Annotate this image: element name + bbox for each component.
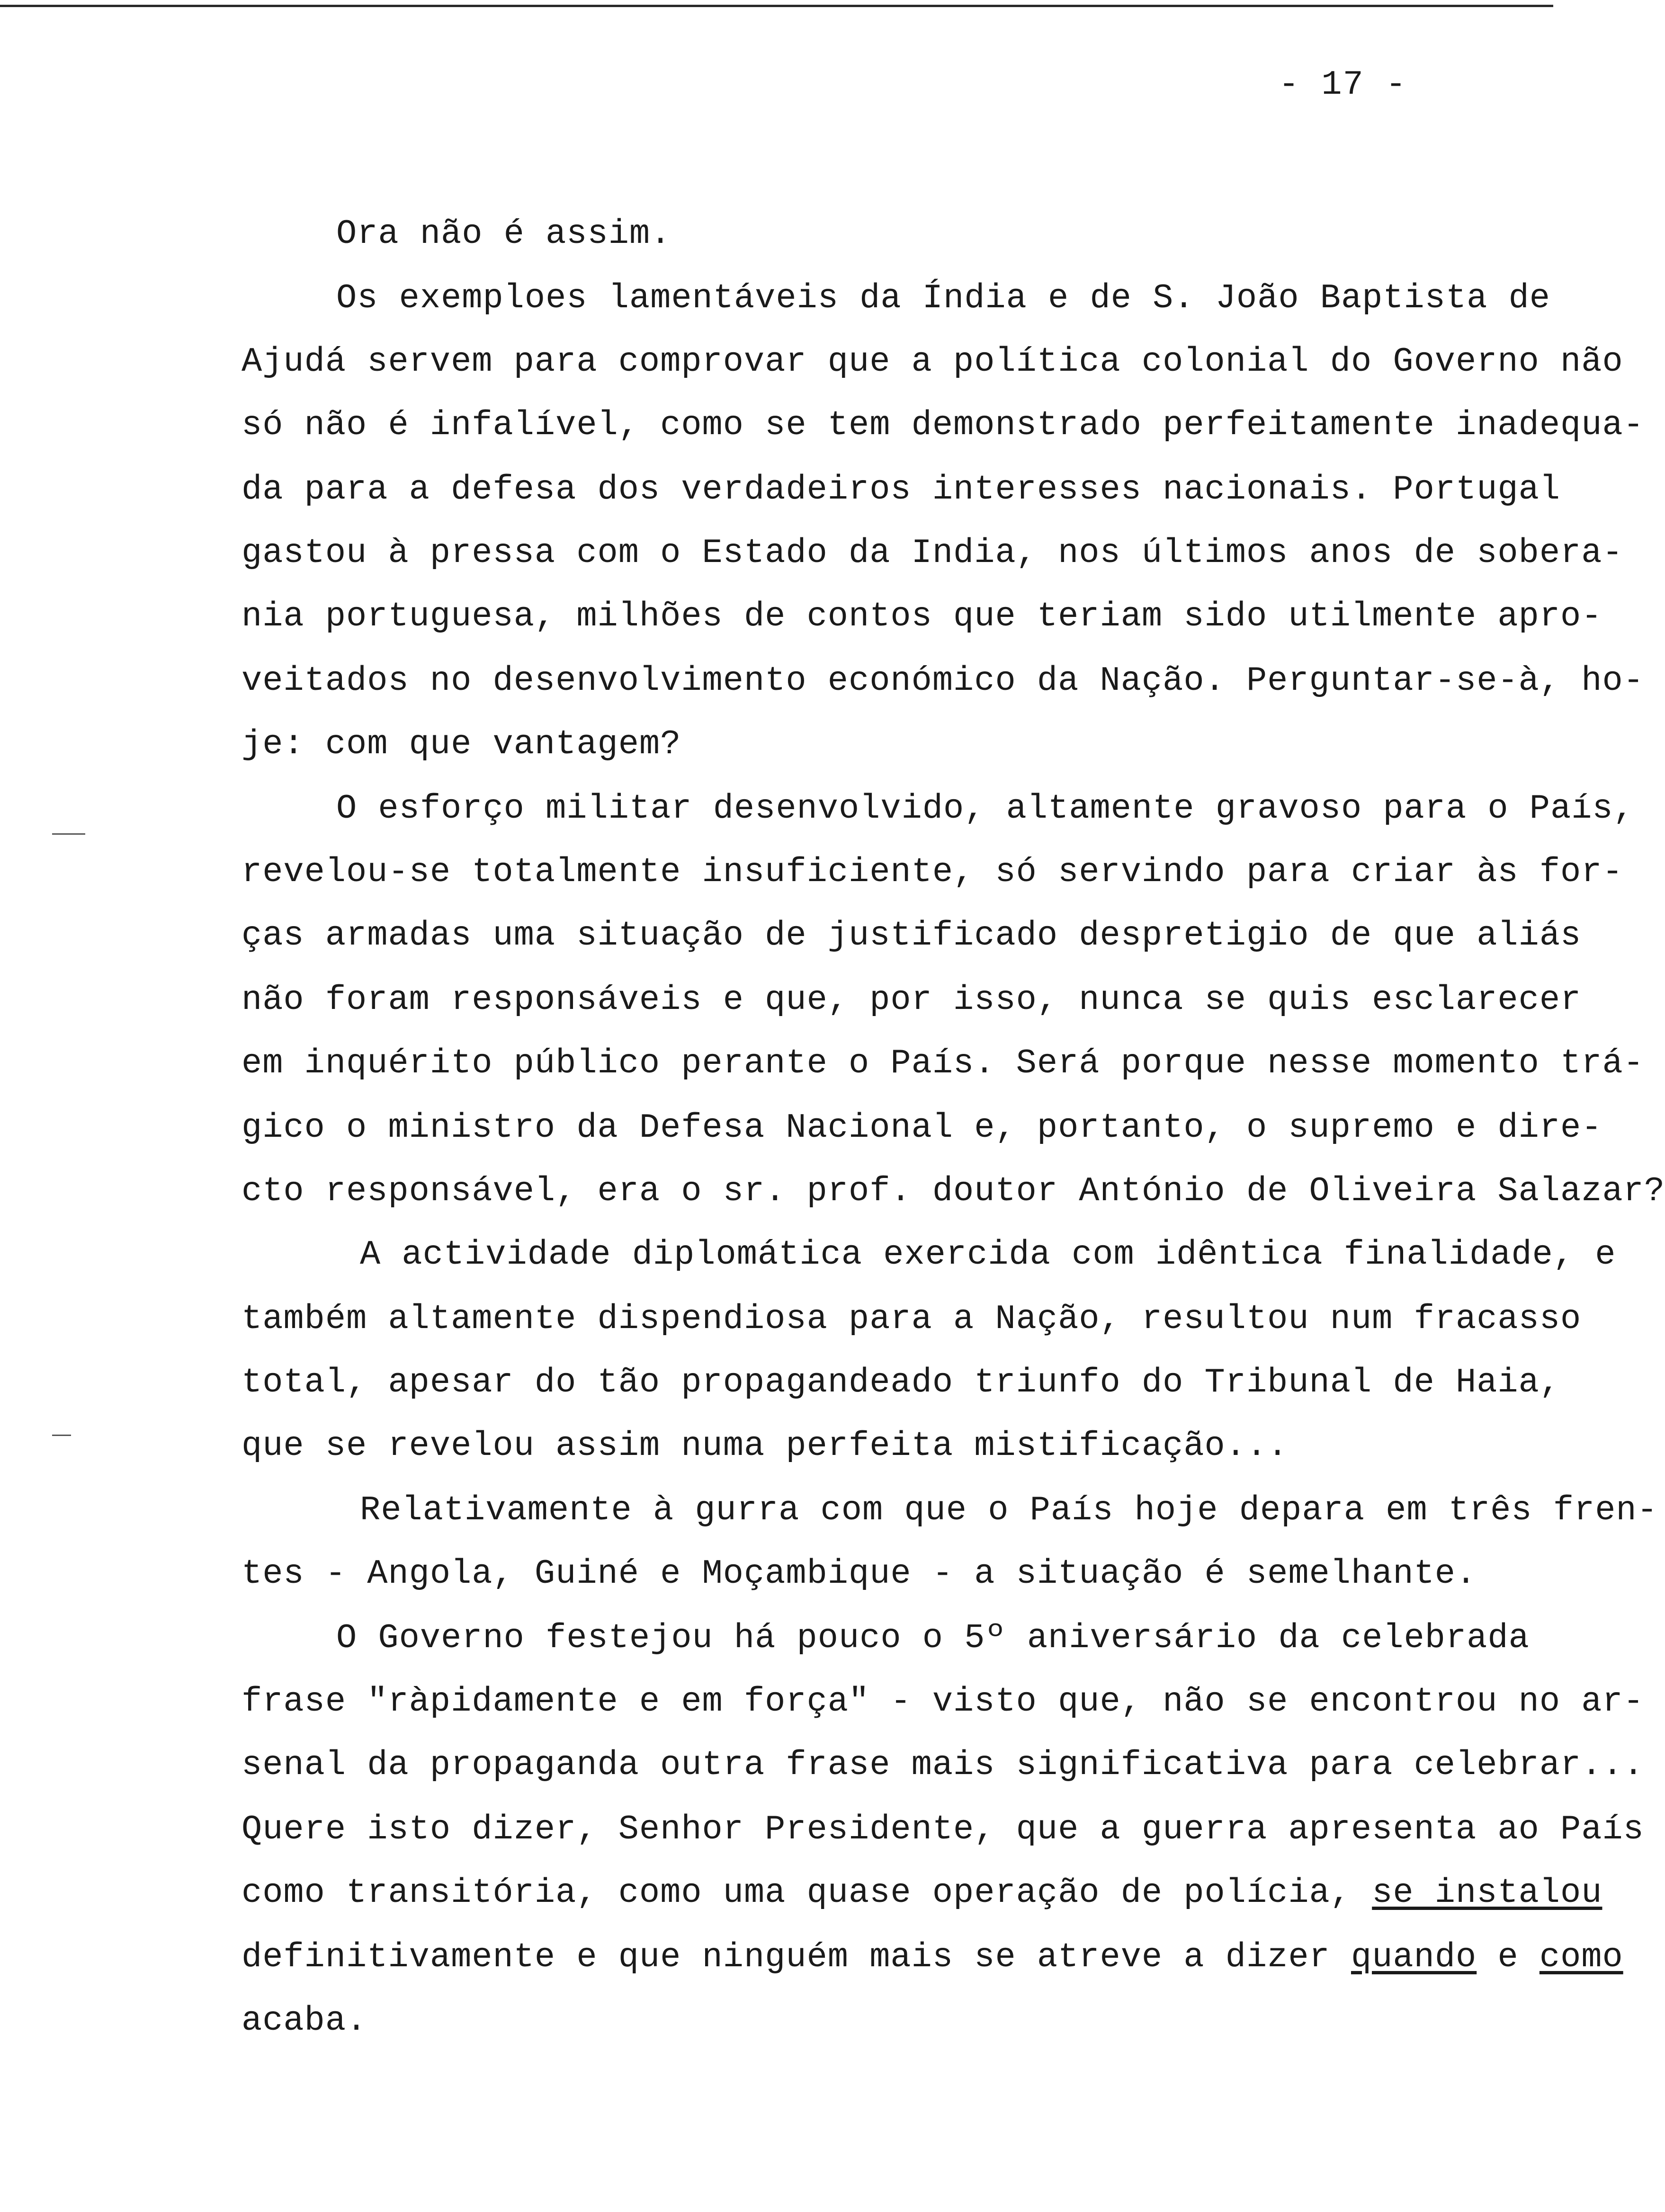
text-segment: como transitória, como uma quase operação de polícia, — [242, 1873, 1372, 1912]
text-line: cto responsável, era o sr. prof. doutor António de Oliveira Salazar? — [242, 1172, 1665, 1211]
text-line: em inquérito público perante o País. Será porque nesse momento trá- — [242, 1044, 1644, 1083]
text-line: Quere isto dizer, Senhor Presidente, que a guerra apresenta ao País — [242, 1810, 1644, 1849]
text-line: Os exemploes lamentáveis da Índia e de S. João Baptista de — [336, 279, 1551, 318]
text-line: que se revelou assim numa perfeita mistificação... — [242, 1427, 1289, 1465]
text-line: senal da propaganda outra frase mais significativa para celebrar... — [242, 1746, 1644, 1784]
text-line: total, apesar do tão propagandeado triunfo do Tribunal de Haia, — [242, 1363, 1561, 1402]
underlined-text: se instalou — [1372, 1873, 1602, 1912]
text-line: veitados no desenvolvimento económico da Nação. Perguntar-se-à, ho- — [242, 661, 1644, 700]
text-line: A actividade diplomática exercida com idêntica finalidade, e — [360, 1235, 1616, 1274]
text-line: acaba. — [242, 2001, 367, 2040]
text-line: nia portuguesa, milhões de contos que teriam sido utilmente apro- — [242, 597, 1602, 636]
text-segment: e — [1477, 1938, 1540, 1977]
text-line: O esforço militar desenvolvido, altamente gravoso para o País, — [336, 789, 1634, 828]
margin-mark — [52, 833, 85, 835]
text-line: gastou à pressa com o Estado da India, nos últimos anos de sobera- — [242, 534, 1623, 572]
text-line: revelou-se totalmente insuficiente, só servindo para criar às for- — [242, 853, 1623, 892]
text-line: frase "ràpidamente e em força" - visto que, não se encontrou no ar- — [242, 1682, 1644, 1721]
text-line: também altamente dispendiosa para a Nação, resultou num fracasso — [242, 1300, 1582, 1338]
text-line: só não é infalível, como se tem demonstrado perfeitamente inadequa- — [242, 406, 1644, 445]
text-line: da para a defesa dos verdadeiros interesses nacionais. Portugal — [242, 470, 1561, 509]
text-segment: definitivamente e que ninguém mais se atreve a dizer — [242, 1938, 1351, 1977]
text-line: Ajudá servem para comprovar que a política colonial do Governo não — [242, 342, 1623, 381]
text-line — [242, 1873, 1602, 1913]
page-number: - 17 - — [1279, 65, 1407, 104]
text-line: Ora não é assim. — [336, 214, 671, 253]
text-line: ças armadas uma situação de justificado despretigio de que aliás — [242, 916, 1582, 955]
margin-mark — [52, 1435, 71, 1436]
text-line: Relativamente à gurra com que o País hoje depara em três fren- — [360, 1491, 1658, 1530]
text-line: tes - Angola, Guiné e Moçambique - a situação é semelhante. — [242, 1554, 1477, 1593]
text-line: não foram responsáveis e que, por isso, nunca se quis esclarecer — [242, 981, 1582, 1019]
text-line: je: com que vantagem? — [242, 725, 681, 764]
text-line — [242, 1937, 1623, 1977]
underlined-text: quando — [1351, 1938, 1477, 1977]
underlined-text: como — [1539, 1938, 1623, 1977]
text-line: gico o ministro da Defesa Nacional e, portanto, o supremo e dire- — [242, 1108, 1602, 1147]
top-edge-rule — [0, 5, 1553, 7]
text-line: O Governo festejou há pouco o 5º aniversário da celebrada — [336, 1619, 1530, 1658]
